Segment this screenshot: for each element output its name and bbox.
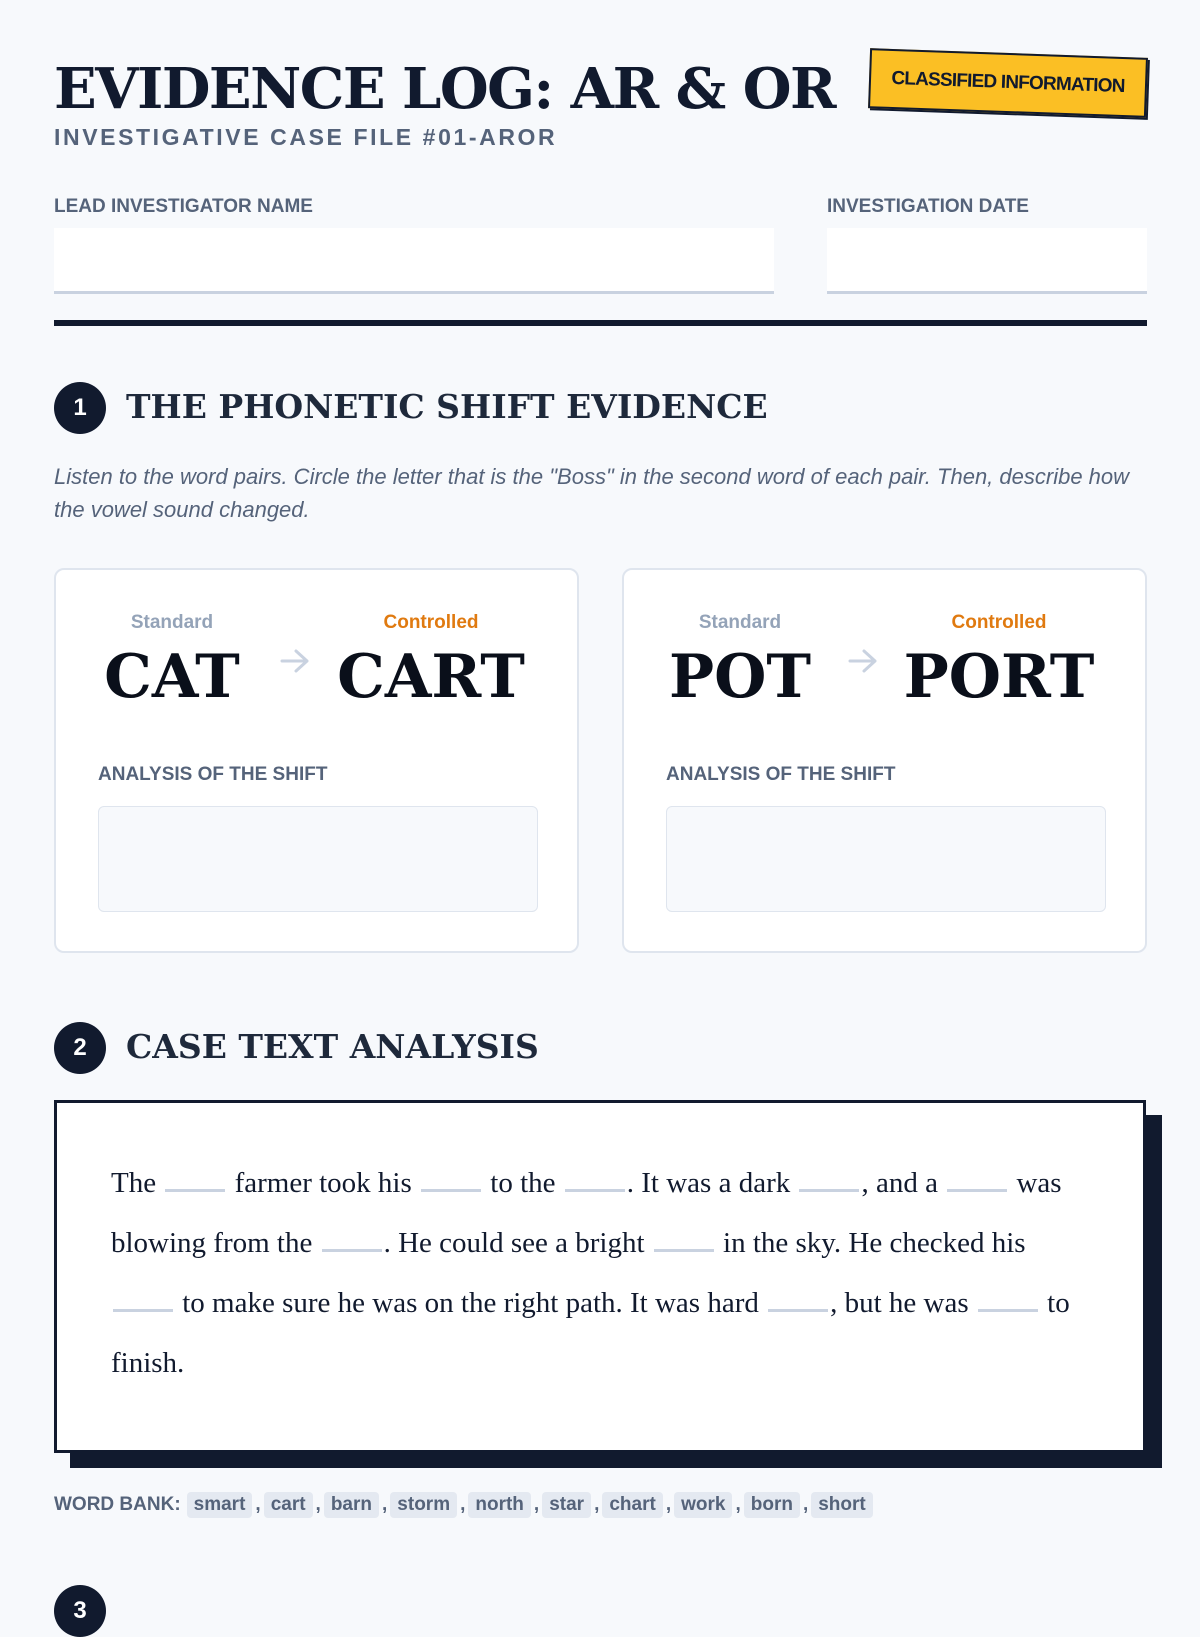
fill-in-blank[interactable] (768, 1282, 828, 1312)
controlled-word[interactable]: CART (337, 642, 525, 712)
standard-word: POT (668, 642, 812, 712)
classified-stamp: CLASSIFIED INFORMATION (868, 48, 1148, 118)
case-text-segment: , but he was (830, 1287, 969, 1319)
standard-tag: Standard (698, 612, 782, 633)
analysis-label: ANALYSIS OF THE SHIFT (666, 764, 896, 785)
case-text-segment: . It was a dark (626, 1167, 791, 1199)
fill-in-blank[interactable] (565, 1162, 625, 1192)
case-text-segment: , and a (861, 1167, 938, 1199)
word-pair-card (622, 568, 1147, 953)
word-pair-card (54, 568, 579, 953)
word-bank-chip: storm (390, 1492, 457, 1518)
word-bank-chip: star (542, 1492, 591, 1518)
case-text-segment: . He could see a bright (383, 1227, 645, 1259)
word-bank-chip: barn (324, 1492, 379, 1518)
case-text-segment: to make sure he was on the right path. It was hard (182, 1287, 759, 1319)
fill-in-blank[interactable] (421, 1162, 481, 1192)
analysis-input[interactable] (666, 806, 1106, 912)
standard-tag: Standard (130, 612, 214, 633)
section-2-title: CASE TEXT ANALYSIS (126, 1027, 539, 1066)
word-bank-chip: north (468, 1492, 531, 1518)
fill-in-blank[interactable] (947, 1162, 1007, 1192)
standard-word-column (640, 612, 840, 712)
case-text-segment: to the (490, 1167, 556, 1199)
case-text-segment: was blowing from the (111, 1167, 1062, 1259)
arrow-right-icon (848, 648, 878, 674)
investigator-name-label: LEAD INVESTIGATOR NAME (54, 196, 313, 217)
fill-in-blank[interactable] (799, 1162, 859, 1192)
investigation-date-field[interactable] (827, 228, 1147, 294)
fill-in-blank[interactable] (322, 1222, 382, 1252)
standard-word-column (72, 612, 272, 712)
case-text-segment: The (111, 1167, 157, 1199)
word-bank-chip: work (674, 1492, 732, 1518)
word-bank-chip: born (744, 1492, 800, 1518)
word-bank-chip: smart (187, 1492, 253, 1518)
investigator-name-field[interactable] (54, 228, 774, 294)
case-text-segment: farmer took his (234, 1167, 412, 1199)
controlled-word[interactable]: PORT (903, 642, 1095, 712)
controlled-word-column (899, 612, 1099, 712)
arrow-right-icon (280, 648, 310, 674)
word-bank-chip: chart (602, 1492, 662, 1518)
header-divider (54, 320, 1147, 326)
word-bank-chip: cart (264, 1492, 313, 1518)
page-title: EVIDENCE LOG: AR & OR (54, 56, 836, 122)
analysis-input[interactable] (98, 806, 538, 912)
section-3-number: 3 (54, 1585, 106, 1637)
section-2-number: 2 (54, 1022, 106, 1074)
case-text-segment: to finish. (111, 1287, 1070, 1379)
section-1-instructions: Listen to the word pairs. Circle the letter that is the "Boss" in the second word of each pair. Then, describe how the vowel sound changed. (54, 464, 1130, 522)
controlled-tag: Controlled (383, 612, 479, 633)
fill-in-blank[interactable] (654, 1222, 714, 1252)
word-bank: WORD BANK: smart , cart , barn , storm , north , star , chart , work , born , short (54, 1492, 873, 1518)
controlled-tag: Controlled (951, 612, 1047, 633)
case-text-segment: in the sky. He checked his (723, 1227, 1026, 1259)
word-bank-label: WORD BANK: (54, 1494, 181, 1515)
case-text-panel (54, 1100, 1146, 1453)
word-bank-chip: short (811, 1492, 873, 1518)
analysis-label: ANALYSIS OF THE SHIFT (98, 764, 328, 785)
fill-in-blank[interactable] (165, 1162, 225, 1192)
fill-in-blank[interactable] (978, 1282, 1038, 1312)
section-1-number: 1 (54, 382, 106, 434)
standard-word: CAT (104, 642, 240, 712)
case-file-subtitle: INVESTIGATIVE CASE FILE #01-AROR (54, 124, 558, 150)
fill-in-blank[interactable] (113, 1282, 173, 1312)
controlled-word-column (331, 612, 531, 712)
section-1-title: THE PHONETIC SHIFT EVIDENCE (126, 387, 768, 426)
investigation-date-label: INVESTIGATION DATE (827, 196, 1029, 217)
